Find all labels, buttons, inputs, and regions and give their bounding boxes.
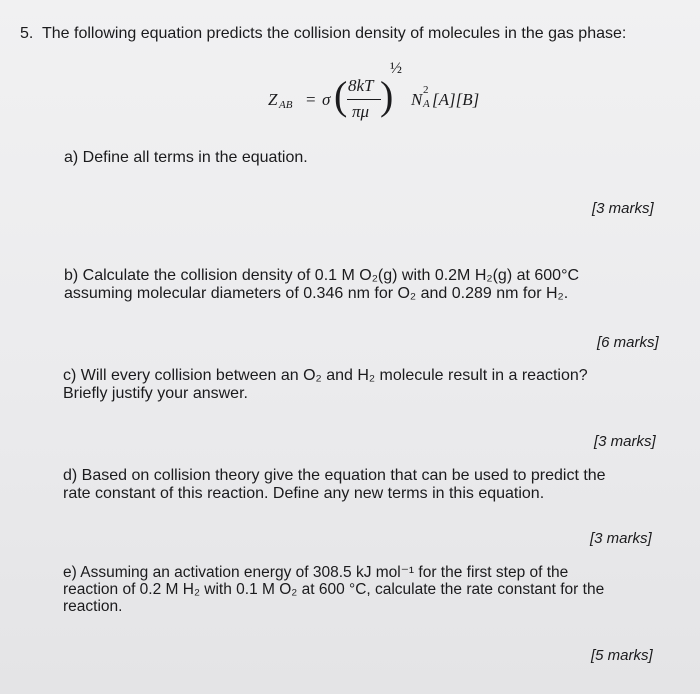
eq-z-symbol: Z (268, 90, 278, 109)
eq-denominator: πμ (352, 102, 370, 121)
part-e-line-2: reaction of 0.2 M H₂ with 0.1 M O₂ at 600 °C, calculate the rate constant for the (63, 581, 605, 598)
collision-density-equation (268, 60, 528, 136)
eq-numerator: 8kT (348, 76, 374, 95)
part-b-line-1: b) Calculate the collision density of 0.1 M O₂(g) with 0.2M H₂(g) at 600°C (64, 267, 580, 284)
part-a-line-1: a) Define all terms in the equation. (64, 149, 308, 166)
part-d-line-1: d) Based on collision theory give the equation that can be used to predict the (63, 467, 606, 484)
part-d-marks: [3 marks] (590, 530, 652, 547)
eq-avogadro-sup: 2 (423, 84, 429, 96)
part-d-line-2: rate constant of this reaction. Define any new terms in this equation. (63, 485, 545, 502)
eq-close-paren: ) (380, 73, 394, 118)
eq-avogadro: N (411, 90, 423, 109)
part-c-marks: [3 marks] (594, 433, 656, 450)
part-e-marks: [5 marks] (591, 647, 653, 664)
part-e-line-3: reaction. (63, 598, 123, 615)
eq-sigma: σ (322, 90, 331, 109)
eq-avogadro-sub: A (423, 98, 430, 110)
part-c-line-1: c) Will every collision between an O₂ and H₂ molecule result in a reaction? (63, 367, 588, 384)
eq-exponent: ½ (390, 60, 402, 77)
part-b-line-2: assuming molecular diameters of 0.346 nm for O₂ and 0.289 nm for H₂. (64, 285, 569, 302)
question-title: The following equation predicts the collision density of molecules in the gas phase: (42, 25, 627, 42)
eq-concentrations: [A][B] (432, 90, 480, 109)
eq-fraction-bar (347, 99, 381, 100)
eq-equals: = (306, 90, 316, 109)
part-c-line-2: Briefly justify your answer. (63, 385, 248, 402)
question-number: 5. (20, 25, 34, 42)
eq-z-subscript: AB (279, 99, 293, 111)
part-b-marks: [6 marks] (597, 334, 659, 351)
part-a-marks: [3 marks] (592, 200, 654, 217)
part-e-line-1: e) Assuming an activation energy of 308.5 kJ mol⁻¹ for the first step of the (63, 564, 569, 581)
eq-open-paren: ( (334, 73, 348, 118)
